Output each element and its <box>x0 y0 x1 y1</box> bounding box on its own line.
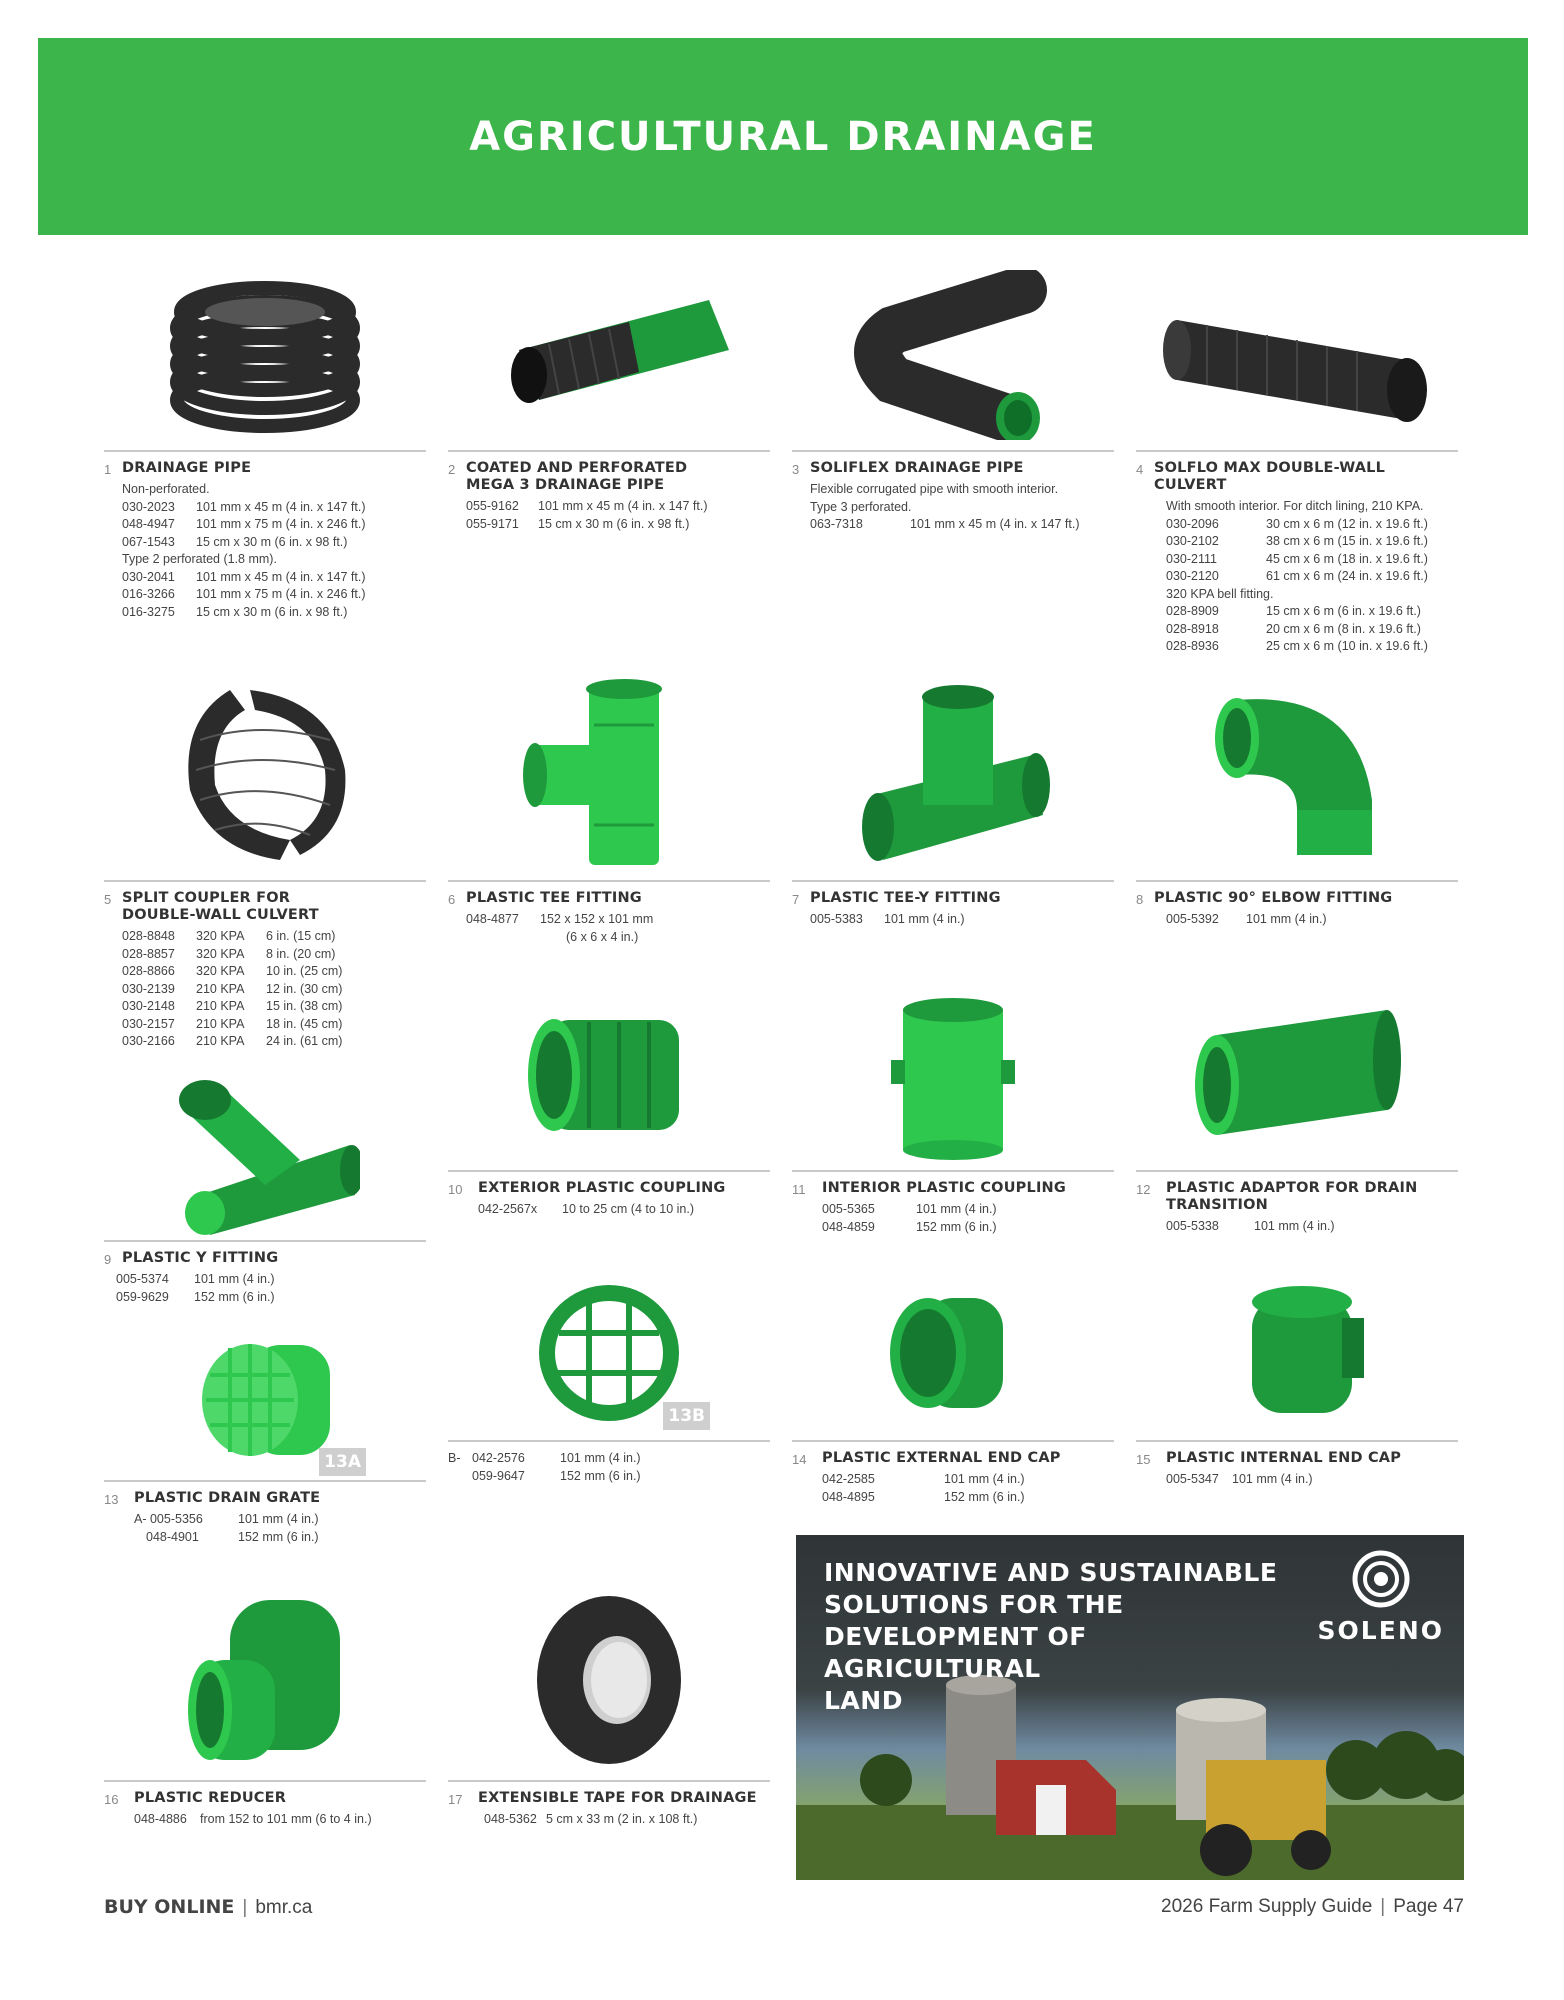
product-number: 17 <box>448 1792 463 1807</box>
product-number: 6 <box>448 892 456 907</box>
product-number: 2 <box>448 462 456 477</box>
spec-row: 030-2041 101 mm x 45 m (4 in. x 147 ft.) <box>122 569 366 584</box>
soleno-promo-banner[interactable] <box>796 1535 1464 1880</box>
spec-row: 030-2166 210 KPA 24 in. (61 cm) <box>122 1034 343 1048</box>
coiled-pipe-icon <box>165 270 365 440</box>
product-image <box>792 670 1114 880</box>
product-drain-grate-b[interactable] <box>448 1265 770 1485</box>
spec-row: 030-2120 61 cm x 6 m (24 in. x 19.6 ft.) <box>1166 569 1428 583</box>
product-image <box>104 670 426 880</box>
product-name-line2: DOUBLE-WALL CULVERT <box>122 907 319 923</box>
spec-row: 028-8857 320 KPA 8 in. (20 cm) <box>122 946 336 961</box>
spec-row: 016-3266 101 mm x 75 m (4 in. x 246 ft.) <box>122 587 366 601</box>
product-name: EXTENSIBLE TAPE FOR DRAINAGE <box>478 1790 757 1806</box>
spec-row: 028-8909 15 cm x 6 m (6 in. x 19.6 ft.) <box>1166 604 1421 618</box>
product-number: 13 <box>104 1492 119 1507</box>
spec-row: 016-3275 15 cm x 30 m (6 in. x 98 ft.) <box>122 604 348 619</box>
product-note: With smooth interior. For ditch lining, 210 KPA. <box>1166 499 1424 513</box>
spec-row: 028-8936 25 cm x 6 m (10 in. x 19.6 ft.) <box>1166 639 1428 653</box>
product-name: PLASTIC REDUCER <box>134 1790 287 1806</box>
product-mega3-drainage-pipe[interactable] <box>448 260 770 533</box>
spec-row: 028-8848 320 KPA 6 in. (15 cm) <box>122 929 336 943</box>
product-image <box>104 1060 426 1240</box>
product-number: 3 <box>792 462 800 477</box>
product-image <box>792 980 1114 1170</box>
header-banner <box>38 38 1528 235</box>
product-elbow-fitting[interactable] <box>1136 670 1458 929</box>
product-extensible-tape[interactable] <box>448 1580 770 1829</box>
badge-13a: 13A <box>319 1448 366 1476</box>
interior-coupling-icon <box>883 990 1023 1160</box>
product-name: INTERIOR PLASTIC COUPLING <box>822 1180 1066 1196</box>
footer-page-number: Page 47 <box>1393 1896 1464 1917</box>
spec-row: 059-9629 152 mm (6 in.) <box>116 1289 275 1304</box>
spec-row: 048-4895 152 mm (6 in.) <box>822 1489 1025 1504</box>
bent-pipe-icon <box>853 270 1053 440</box>
spec-row: 028-8866 320 KPA 10 in. (25 cm) <box>122 964 343 978</box>
product-number: 5 <box>104 892 112 907</box>
product-number: 11 <box>792 1182 806 1197</box>
spec-row: 048-4859 152 mm (6 in.) <box>822 1219 997 1234</box>
product-split-coupler[interactable] <box>104 670 426 1051</box>
product-soliflex-pipe[interactable] <box>792 260 1114 534</box>
product-note: Non-perforated. <box>122 482 210 496</box>
product-drainage-pipe[interactable] <box>104 260 426 621</box>
spec-row: 059-9647 152 mm (6 in.) <box>472 1468 641 1483</box>
spec-row: 055-9171 15 cm x 30 m (6 in. x 98 ft.) <box>466 516 690 531</box>
spec-row: 048-4877 152 x 152 x 101 mm <box>466 912 654 926</box>
product-image <box>448 1265 770 1440</box>
spec-row: (6 x 6 x 4 in.) <box>566 929 639 944</box>
spec-row: 048-5362 5 cm x 33 m (2 in. x 108 ft.) <box>484 1812 698 1826</box>
adaptor-icon <box>1187 1000 1407 1150</box>
internal-end-cap-icon <box>1222 1278 1372 1428</box>
product-number: 8 <box>1136 892 1144 907</box>
spec-row: 042-2585 101 mm (4 in.) <box>822 1472 1025 1486</box>
product-name: SOLIFLEX DRAINAGE PIPE <box>810 460 1024 476</box>
spec-row: B- 042-2576 101 mm (4 in.) <box>448 1451 641 1465</box>
product-number: 14 <box>792 1452 807 1467</box>
footer-url-link[interactable]: bmr.ca <box>255 1897 313 1918</box>
tee-y-fitting-icon <box>853 675 1053 875</box>
product-internal-end-cap[interactable] <box>1136 1265 1458 1489</box>
footer-page-info <box>1161 1896 1464 1918</box>
product-image <box>448 1580 770 1780</box>
reducer-icon <box>180 1590 350 1770</box>
product-name: PLASTIC DRAIN GRATE <box>134 1490 321 1506</box>
split-coupler-icon <box>170 680 360 870</box>
soleno-logo-icon <box>1351 1549 1411 1609</box>
product-note: Flexible corrugated pipe with smooth interior. <box>810 482 1059 496</box>
product-drain-grate[interactable] <box>104 1320 426 1546</box>
footer-separator: | <box>242 1897 248 1918</box>
product-name-line2: TRANSITION <box>1166 1197 1268 1213</box>
product-image <box>448 670 770 880</box>
spec-row: 030-2023 101 mm x 45 m (4 in. x 147 ft.) <box>122 499 366 514</box>
product-name: EXTERIOR PLASTIC COUPLING <box>478 1180 726 1196</box>
soleno-logo: SOLENO <box>1318 1549 1444 1645</box>
spec-row: 048-4901 152 mm (6 in.) <box>146 1529 319 1544</box>
product-interior-coupling[interactable] <box>792 980 1114 1236</box>
footer-buy-online-label: BUY ONLINE <box>104 1896 235 1918</box>
spec-row: 028-8918 20 cm x 6 m (8 in. x 19.6 ft.) <box>1166 621 1421 636</box>
product-name: PLASTIC EXTERNAL END CAP <box>822 1450 1061 1466</box>
promo-headline: INNOVATIVE AND SUSTAINABLE SOLUTIONS FOR THE DEVELOPMENT OF AGRICULTURAL LAND <box>824 1558 1278 1715</box>
spec-row: 030-2148 210 KPA 15 in. (38 cm) <box>122 999 343 1013</box>
product-image <box>1136 260 1458 450</box>
product-note: 320 KPA bell fitting. <box>1166 586 1274 601</box>
product-name: PLASTIC TEE-Y FITTING <box>810 890 1001 906</box>
spec-row: 005-5338 101 mm (4 in.) <box>1166 1219 1335 1233</box>
product-number: 4 <box>1136 462 1144 477</box>
external-end-cap-icon <box>883 1283 1023 1423</box>
product-number: 9 <box>104 1252 112 1267</box>
spec-row: 030-2096 30 cm x 6 m (12 in. x 19.6 ft.) <box>1166 516 1428 531</box>
exterior-coupling-icon <box>519 1000 699 1150</box>
product-exterior-coupling[interactable] <box>448 980 770 1219</box>
tee-fitting-icon <box>519 675 699 875</box>
product-image <box>448 980 770 1170</box>
product-image <box>792 260 1114 450</box>
product-number: 15 <box>1136 1452 1151 1467</box>
product-name: SPLIT COUPLER FOR <box>122 890 291 906</box>
product-image <box>1136 1265 1458 1440</box>
spec-row: 005-5374 101 mm (4 in.) <box>116 1272 275 1286</box>
product-name: DRAINAGE PIPE <box>122 460 252 476</box>
y-fitting-icon <box>170 1065 360 1235</box>
spec-row: 067-1543 15 cm x 30 m (6 in. x 98 ft.) <box>122 534 348 549</box>
product-name: PLASTIC 90° ELBOW FITTING <box>1154 890 1393 906</box>
product-name: PLASTIC ADAPTOR FOR DRAIN <box>1166 1180 1418 1196</box>
product-note: Type 2 perforated (1.8 mm). <box>122 552 277 566</box>
footer-separator: | <box>1380 1896 1386 1917</box>
spec-row: 063-7318 101 mm x 45 m (4 in. x 147 ft.) <box>810 517 1080 531</box>
product-solflo-culvert[interactable] <box>1136 260 1458 656</box>
product-number: 16 <box>104 1792 119 1807</box>
product-number: 1 <box>104 462 112 477</box>
elbow-fitting-icon <box>1197 680 1397 870</box>
spec-row: 005-5383 101 mm (4 in.) <box>810 912 965 926</box>
product-name: COATED AND PERFORATED <box>466 460 688 476</box>
product-number: 7 <box>792 892 800 907</box>
product-name: PLASTIC TEE FITTING <box>466 890 642 906</box>
product-image <box>1136 980 1458 1170</box>
product-image <box>104 1320 426 1480</box>
product-number: 10 <box>448 1182 463 1197</box>
tape-roll-icon <box>529 1590 689 1770</box>
product-plastic-y[interactable] <box>104 1060 426 1306</box>
spec-row: 030-2102 38 cm x 6 m (15 in. x 19.6 ft.) <box>1166 534 1428 548</box>
spec-row: A- 005-5356 101 mm (4 in.) <box>134 1512 319 1526</box>
product-image <box>792 1265 1114 1440</box>
coated-pipe-icon <box>479 290 739 420</box>
product-image <box>104 1580 426 1780</box>
product-adaptor[interactable] <box>1136 980 1458 1236</box>
product-number: 12 <box>1136 1182 1151 1197</box>
spec-row: 005-5347 101 mm (4 in.) <box>1166 1472 1313 1486</box>
spec-row: 042-2567x 10 to 25 cm (4 to 10 in.) <box>478 1202 695 1216</box>
spec-row: 005-5365 101 mm (4 in.) <box>822 1202 997 1216</box>
spec-row: 030-2111 45 cm x 6 m (18 in. x 19.6 ft.) <box>1166 551 1428 566</box>
product-image <box>448 260 770 450</box>
product-external-end-cap[interactable] <box>792 1265 1114 1506</box>
culvert-pipe-icon <box>1157 280 1437 430</box>
product-plastic-tee[interactable] <box>448 670 770 946</box>
spec-row: 030-2157 210 KPA 18 in. (45 cm) <box>122 1016 343 1031</box>
badge-13b: 13B <box>663 1402 710 1430</box>
product-name: PLASTIC INTERNAL END CAP <box>1166 1450 1402 1466</box>
footer-guide-title: 2026 Farm Supply Guide <box>1161 1896 1373 1917</box>
product-name-line2: MEGA 3 DRAINAGE PIPE <box>466 477 665 493</box>
spec-row: 005-5392 101 mm (4 in.) <box>1166 912 1327 926</box>
product-note: Type 3 perforated. <box>810 499 912 514</box>
spec-row: 055-9162 101 mm x 45 m (4 in. x 147 ft.) <box>466 499 708 513</box>
product-image <box>104 260 426 450</box>
product-reducer[interactable] <box>104 1580 426 1829</box>
spec-row: 048-4886 from 152 to 101 mm (6 to 4 in.) <box>134 1812 372 1826</box>
product-name: SOLFLO MAX DOUBLE-WALL CULVERT <box>1154 460 1386 493</box>
footer-buy-online[interactable] <box>104 1896 312 1919</box>
product-plastic-tee-y[interactable] <box>792 670 1114 929</box>
drain-grate-a-icon <box>190 1330 340 1470</box>
spec-row: 030-2139 210 KPA 12 in. (30 cm) <box>122 981 343 996</box>
product-name: PLASTIC Y FITTING <box>122 1250 279 1266</box>
product-image <box>1136 670 1458 880</box>
page-title: AGRICULTURAL DRAINAGE <box>469 113 1097 160</box>
spec-row: 048-4947 101 mm x 75 m (4 in. x 246 ft.) <box>122 517 366 531</box>
